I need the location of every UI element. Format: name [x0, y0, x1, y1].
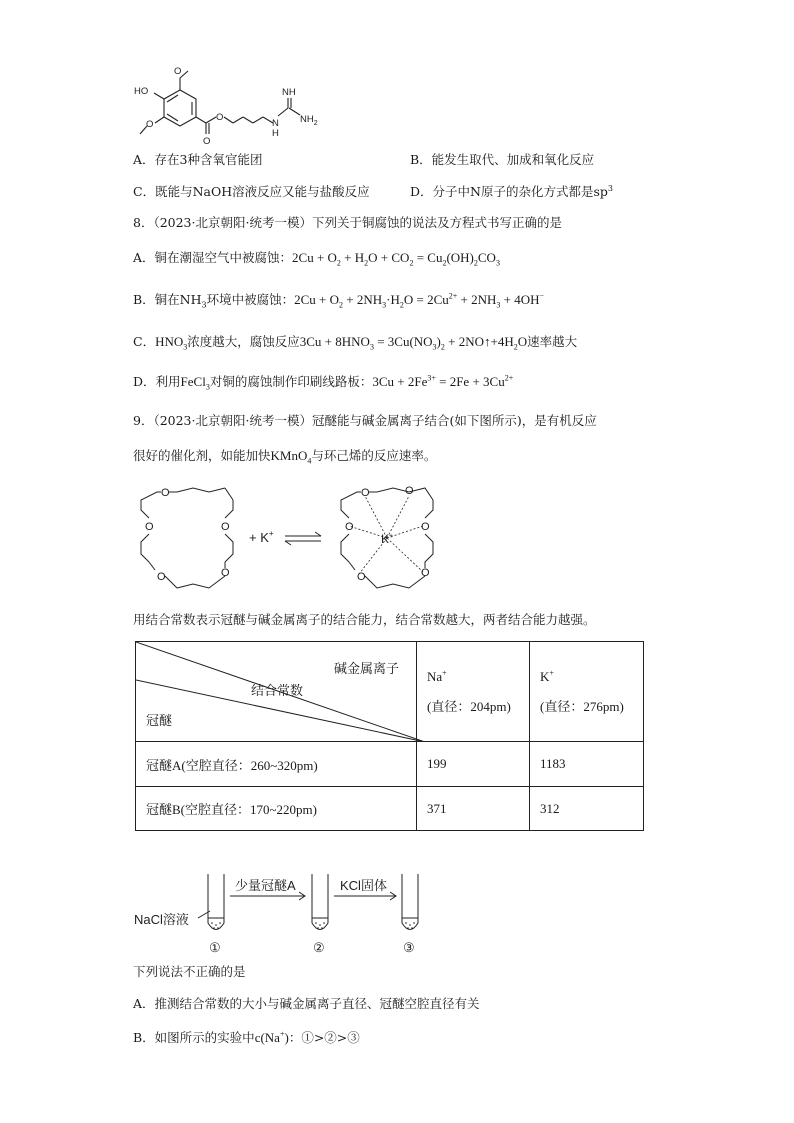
tube-2-label: ② — [313, 940, 325, 955]
q8-option-d[interactable]: D．利用FeCl$_3$对铜的腐蚀制作印刷线路板：$3Cu + 2Fe^{3+} = 2Fe + 3Cu^{2+}$ — [133, 373, 514, 392]
complex-o-2: O — [421, 521, 430, 533]
header-constant: 结合常数 — [251, 683, 304, 698]
nacl-label: NaCl溶液 — [134, 912, 189, 927]
o-carbonyl-label: O — [203, 136, 211, 147]
header-ion: 碱金属离子 — [334, 661, 400, 676]
step2-label: KCl固体 — [340, 878, 387, 893]
o-ester-label: O — [216, 112, 224, 123]
crown-o-3: O — [221, 567, 230, 579]
nh-label: NH — [282, 87, 296, 98]
crown-o-2: O — [221, 521, 230, 533]
test-tube-1 — [208, 874, 224, 930]
o-top-label: O — [174, 66, 182, 77]
header-k: K+ (直径：276pm) — [530, 642, 644, 742]
test-tube-2 — [312, 874, 328, 930]
experiment-diagram — [130, 868, 430, 958]
q8-option-c[interactable]: C．$HNO_3$浓度越大，腐蚀反应$3Cu + 8HNO_3 = 3Cu(NO_3)_2$ + $2NO↑+4H_2O$速率越大 — [133, 334, 578, 352]
o-left-label: O — [146, 119, 154, 130]
k-center-label: K+ — [381, 532, 394, 546]
q8-option-b[interactable]: B．铜在$NH_3$环境中被腐蚀：$2Cu + O_2 + 2NH_3\cdot H_2O = 2Cu^{2+} + 2NH_3 + 4OH^-$ — [133, 291, 544, 310]
diagonal-header-cell — [136, 642, 417, 742]
header-ether: 冠醚 — [146, 713, 173, 728]
test-tube-3 — [402, 874, 418, 930]
q7-option-a[interactable]: A．存在3种含氧官能团 — [133, 152, 263, 167]
q8-c-equation: $3Cu + 8HNO_3 = 3Cu(NO_3)_2$ + $2NO↑+4H_2O$ — [299, 334, 528, 352]
q7-option-c[interactable]: C．既能与NaOH溶液反应又能与盐酸反应 — [133, 184, 370, 199]
row-na-value: 199 — [417, 742, 530, 787]
crown-o-4: O — [157, 571, 166, 583]
plus-k-label: + K+ — [249, 529, 274, 545]
q9-question: 下列说法不正确的是 — [133, 964, 246, 979]
row-k-value: 312 — [530, 787, 644, 831]
row-k-value: 1183 — [530, 742, 644, 787]
complex-o-5: O — [345, 521, 354, 533]
binding-constant-table — [135, 641, 644, 831]
ho-label: HO — [134, 86, 149, 97]
q8-stem: 8．（2023·北京朝阳·统考一模）下列关于铜腐蚀的说法及方程式书写正确的是 — [133, 215, 562, 230]
q9-option-a[interactable]: A．推测结合常数的大小与碱金属离子直径、冠醚空腔直径有关 — [133, 996, 480, 1011]
q9-stem-line2: 很好的催化剂，如能加快KMnO$_4$与环己烯的反应速率。 — [133, 448, 437, 466]
complex-o-6: O — [405, 485, 414, 497]
q9-option-b[interactable]: B．如图所示的实验中c(Na+)：①>②>③ — [133, 1029, 360, 1045]
step1-label: 少量冠醚A — [235, 878, 296, 893]
crown-ether-reaction-diagram — [125, 478, 445, 603]
crown-o-5: O — [145, 521, 154, 533]
q7-option-d[interactable]: D．分子中N原子的杂化方式都是$sp^3$ — [410, 183, 613, 199]
q8-d-equation: $3Cu + 2Fe^{3+} = 2Fe + 3Cu^{2+}$ — [372, 373, 514, 389]
tube-3-label: ③ — [403, 940, 415, 955]
complex-o-4: O — [357, 571, 366, 583]
q9-intro: 用结合常数表示冠醚与碱金属离子的结合能力，结合常数越大，两者结合能力越强。 — [133, 612, 596, 627]
q7-option-b[interactable]: B．能发生取代、加成和氧化反应 — [410, 152, 595, 167]
row-na-value: 371 — [417, 787, 530, 831]
q9-stem-line1: 9．（2023·北京朝阳·统考一模）冠醚能与碱金属离子结合(如下图所示)，是有机反应 — [133, 413, 597, 428]
tube-1-label: ① — [209, 940, 221, 955]
q8-b-equation: $2Cu + O_2 + 2NH_3\cdot H_2O = 2Cu^{2+} + 2NH_3 + 4OH^-$ — [294, 291, 544, 310]
crown-o-1: O — [161, 487, 170, 499]
q8-a-equation: $2Cu + O_2 + H_2O + CO_2 = Cu_2(OH)_2CO_3$ — [292, 250, 500, 268]
row-name: 冠醚A(空腔直径：260~320pm) — [136, 742, 417, 787]
q8-option-a[interactable]: A．铜在潮湿空气中被腐蚀：$2Cu + O_2 + H_2O + CO_2 = Cu_2(OH)_2CO_3$ — [133, 250, 500, 268]
header-na: Na+ (直径：204pm) — [417, 642, 530, 742]
complex-o-3: O — [421, 567, 430, 579]
nh2-label: $NH_2$ — [300, 114, 318, 127]
complex-o-1: O — [361, 487, 370, 499]
n-label: N — [272, 118, 279, 129]
table-row — [136, 742, 644, 787]
table-row — [136, 787, 644, 831]
row-name: 冠醚B(空腔直径：170~220pm) — [136, 787, 417, 831]
n-h-label: H — [272, 128, 279, 139]
guanidine-ester-structure — [130, 60, 330, 155]
